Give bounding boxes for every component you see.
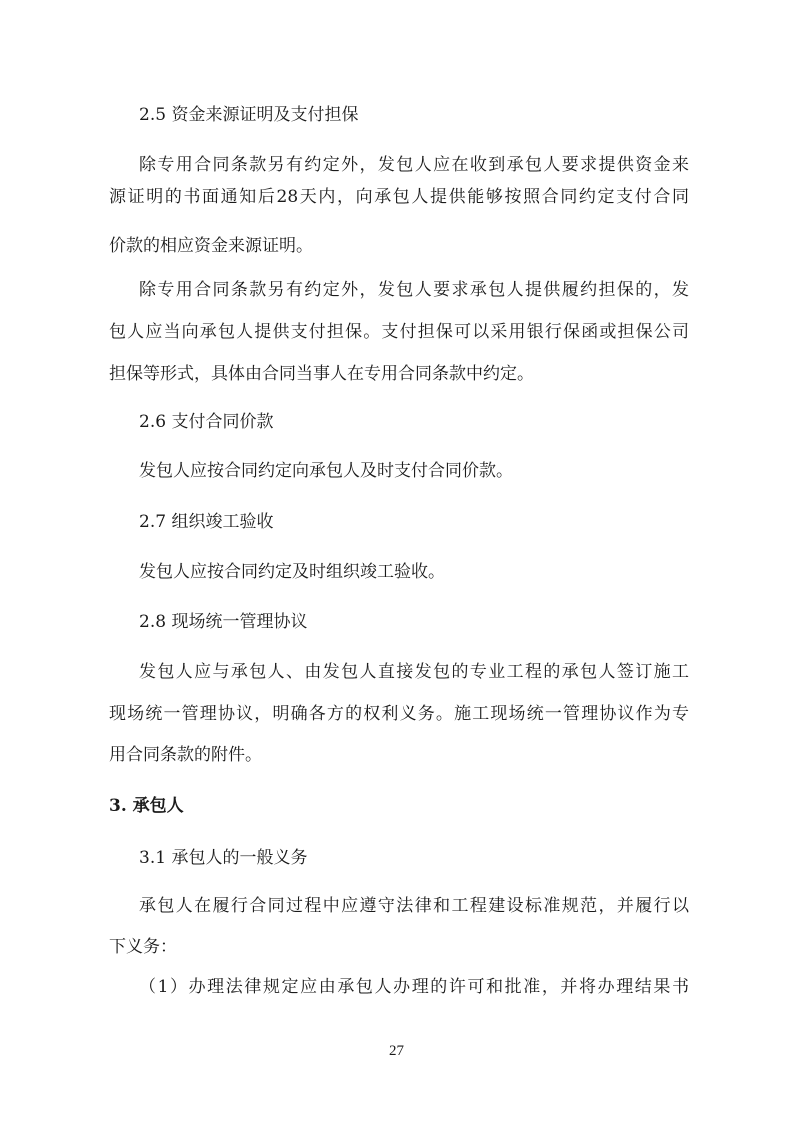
paragraph-line: 用合同条款的附件。 — [109, 745, 262, 765]
paragraph-line: 发包人应与承包人、由发包人直接发包的专业工程的承包人签订施工 — [139, 662, 689, 682]
paragraph-line: 发包人应按合同约定及时组织竣工验收。 — [139, 562, 445, 582]
paragraph-line: 源证明的书面通知后28天内，向承包人提供能够按照合同约定支付合同 — [109, 187, 689, 207]
paragraph-line: 现场统一管理协议，明确各方的权利义务。施工现场统一管理协议作为专 — [109, 704, 689, 724]
paragraph-line: 包人应当向承包人提供支付担保。支付担保可以采用银行保函或担保公司 — [109, 322, 689, 342]
heading-3: 3. 承包人 — [109, 796, 184, 816]
paragraph-line: 发包人应按合同约定向承包人及时支付合同价款。 — [139, 461, 513, 481]
paragraph-line: 担保等形式，具体由合同当事人在专用合同条款中约定。 — [109, 364, 534, 384]
heading-2-8: 2.8 现场统一管理协议 — [139, 612, 308, 632]
heading-3-1: 3.1 承包人的一般义务 — [139, 848, 308, 868]
heading-2-5: 2.5 资金来源证明及支付担保 — [139, 105, 359, 125]
paragraph-line: 下义务： — [109, 937, 177, 957]
heading-2-6: 2.6 支付合同价款 — [139, 412, 274, 432]
heading-2-7: 2.7 组织竣工验收 — [139, 512, 274, 532]
list-item: （1）办理法律规定应由承包人办理的许可和批准，并将办理结果书 — [139, 977, 689, 997]
paragraph-line: 除专用合同条款另有约定外，发包人应在收到承包人要求提供资金来 — [139, 155, 689, 175]
page-number: 27 — [389, 1043, 404, 1059]
paragraph-line: 承包人在履行合同过程中应遵守法律和工程建设标准规范，并履行以 — [139, 896, 689, 916]
paragraph-line: 价款的相应资金来源证明。 — [109, 236, 313, 256]
paragraph-line: 除专用合同条款另有约定外，发包人要求承包人提供履约担保的，发 — [139, 280, 689, 300]
